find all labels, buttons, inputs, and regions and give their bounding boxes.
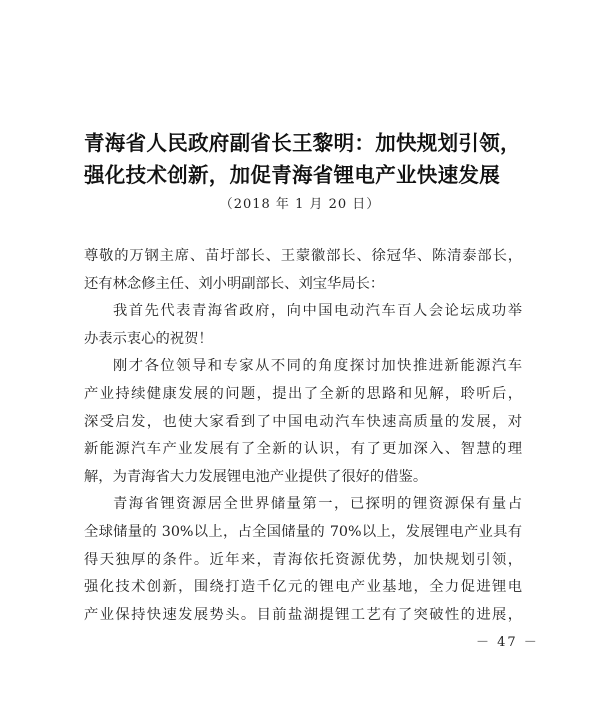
speech-date: （2018 年 1 月 20 日） <box>219 197 381 212</box>
text-line: 得天独厚的条件。近年来，青海依托资源优势，加快规划引领， <box>84 551 522 568</box>
salutation-paragraph <box>84 243 522 298</box>
paragraph <box>84 353 522 491</box>
article-title <box>84 127 544 191</box>
text-line: 办表示衷心的祝贺！ <box>84 330 213 347</box>
text-line: 全球储量的 30%以上，占全国储量的 70%以上，发展锂电产业具有 <box>84 523 522 540</box>
paragraph <box>84 491 522 629</box>
title-line: 强化技术创新，加促青海省锂电产业快速发展 <box>84 163 500 187</box>
page-number: － 47 － <box>476 635 539 650</box>
text-line: 产业保持快速发展势头。目前盐湖提锂工艺有了突破性的进展， <box>84 606 522 623</box>
text-line: 深受启发，也使大家看到了中国电动汽车快速高质量的发展，对 <box>84 413 522 430</box>
paragraph <box>84 298 522 353</box>
text-line: 尊敬的万钢主席、苗圩部长、王蒙徽部长、徐冠华、陈清泰部长， <box>84 248 522 264</box>
text-line: 产业持续健康发展的问题，提出了全新的思路和见解，聆听后， <box>84 385 522 402</box>
text-line: 我首先代表青海省政府，向中国电动汽车百人会论坛成功举 <box>113 303 522 320</box>
text-line: 刚才各位领导和专家从不同的角度探讨加快推进新能源汽车 <box>113 358 522 375</box>
text-line: 还有林念修主任、刘小明副部长、刘宝华局长： <box>84 275 385 292</box>
article-body <box>84 243 522 629</box>
text-line: 强化技术创新，围绕打造千亿元的锂电产业基地，全力促进锂电 <box>84 579 522 596</box>
title-line: 青海省人民政府副省长王黎明：加快规划引领， <box>84 131 521 155</box>
text-line: 新能源汽车产业发展有了全新的认识，有了更加深入、智慧的理 <box>84 441 522 458</box>
text-line: 青海省锂资源居全世界储量第一，已探明的锂资源保有量占 <box>113 496 522 513</box>
text-line: 解，为青海省大力发展锂电池产业提供了很好的借鉴。 <box>84 468 428 485</box>
